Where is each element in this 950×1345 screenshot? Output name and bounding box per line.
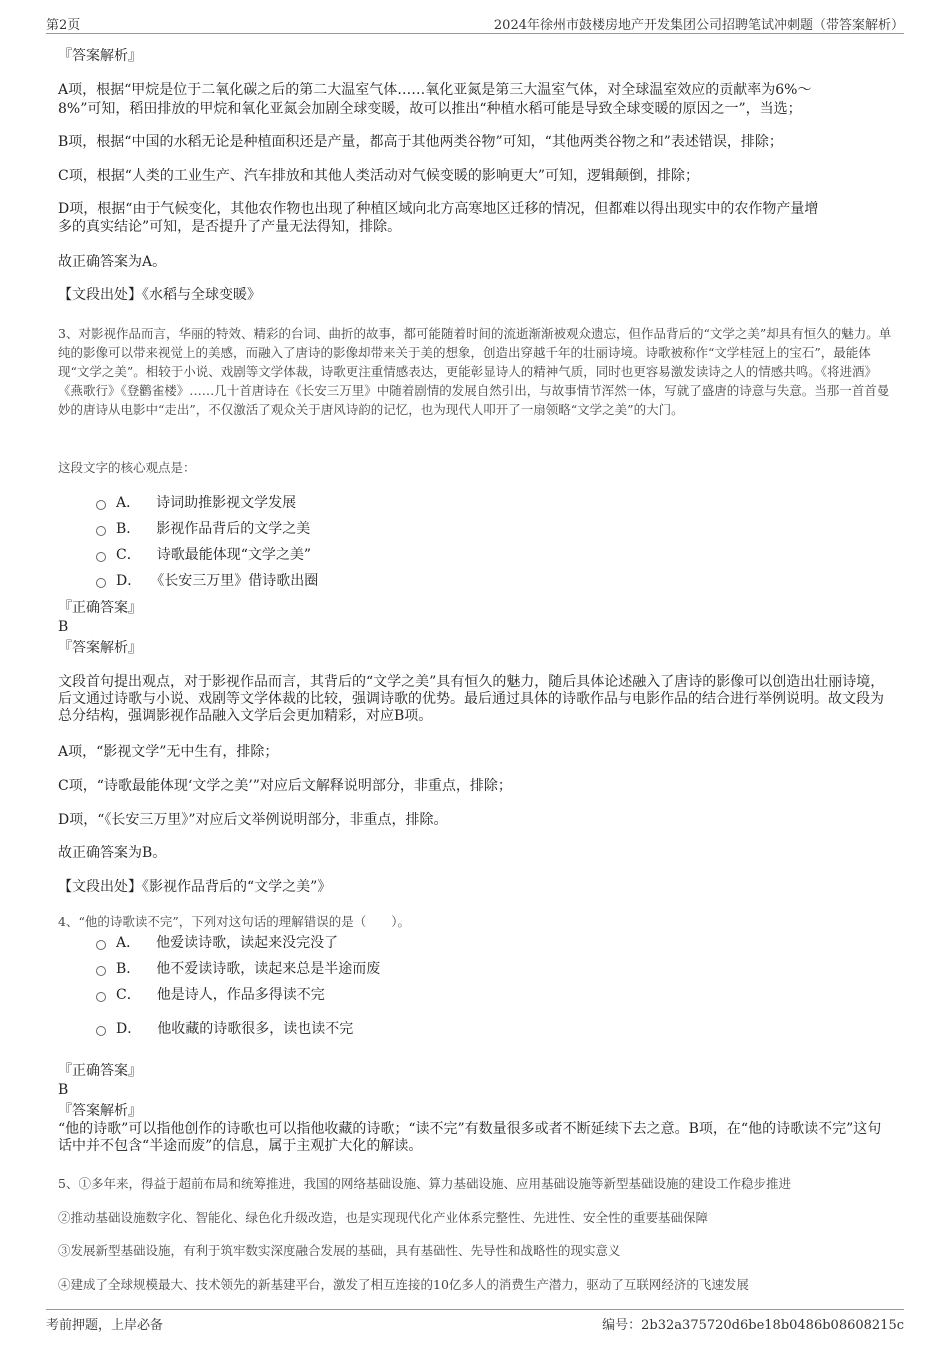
q3-passage: 3、对影视作品而言，华丽的特效、精彩的台词、曲折的故事，都可能随着时间的流逝渐渐被观众遗忘，但作品背后的“文学之美”却具有恒久的魅力。单纯的影像可以带来视觉上的美感，而融入了唐诗的影像却带来关于美的想象，创造出穿越千年的壮丽诗境。诗歌被称作“文学桂冠上的宝石”，最能体现“文学之美”。相较于小说、戏剧等文学体裁，诗歌更注重情感表达，更能彰显诗人的精神气质，同时也更容易激发读诗之人的情感共鸣。《将进酒》《燕歌行》《登鹳雀楼》……几十首唐诗在《长安三万里》中随着剧情的发展自然引出，与故事情节浑然一体，写就了盛唐的诗意与失意。当那一首首曼妙的唐诗从电影中“走出”，不仅激活了观众关于唐风诗韵的记忆，也为现代人叩开了一扇领略“文学之美”的大门。 (58, 326, 892, 417)
q3-stem: 这段文字的核心观点是： (58, 460, 196, 475)
q4-stem: 4、“他的诗歌读不完”，下列对这句话的理解错误的是（ ）。 (58, 914, 410, 929)
radio-icon[interactable] (96, 500, 106, 510)
q3-option-d[interactable]: D． 《长安三万里》借诗歌出圈 (96, 571, 318, 591)
q5-sentence-1: 5、①多年来，得益于超前布局和统筹推进，我国的网络基础设施、算力基础设施、应用基础设施等新型基础设施的建设工作稳步推进 (58, 1176, 791, 1191)
footer-code-value: 2b32a375720d6be18b0486b08608215c (641, 1318, 904, 1333)
q3-answer-heading: 『正确答案』 (58, 600, 142, 616)
footer-slogan: 考前押题，上岸必备 (46, 1318, 164, 1333)
q4-option-c[interactable]: C． 他是诗人，作品多得读不完 (96, 985, 325, 1005)
q3-source: 【文段出处】《影视作品背后的“文学之美”》 (58, 879, 332, 895)
footer-divider (46, 1309, 904, 1310)
radio-icon[interactable] (96, 526, 106, 536)
footer-code (602, 1314, 904, 1333)
header-divider (46, 33, 904, 34)
q3-analysis-heading: 『答案解析』 (58, 640, 142, 656)
document-title: 2024年徐州市鼓楼房地产开发集团公司招聘笔试冲刺题（带答案解析） (493, 18, 904, 33)
radio-icon[interactable] (96, 578, 106, 588)
q5-sentence-2: ②推动基础设施数字化、智能化、绿色化升级改造，也是实现现代化产业体系完整性、先进性、安全性的重要基础保障 (58, 1210, 709, 1225)
q2-analysis-d-line2: 多的真实结论”可知，是否提升了产量无法得知，排除。 (58, 219, 402, 235)
q3-analysis-d: D项，“《长安三万里》”对应后文举例说明部分，非重点，排除。 (58, 812, 448, 828)
q4-option-b[interactable]: B． 他不爱读诗歌，读起来总是半途而废 (96, 959, 380, 979)
q4-answer-heading: 『正确答案』 (58, 1063, 142, 1079)
q4-option-d[interactable]: D． 他收藏的诗歌很多，读也读不完 (96, 1019, 353, 1039)
q3-analysis-a: A项，“影视文学”无中生有，排除； (58, 744, 279, 760)
q2-analysis-a-line2: 8%”可知，稻田排放的甲烷和氧化亚氮会加剧全球变暖，故可以推出“种植水稻可能是导致全球变暖的原因之一”，当选； (58, 101, 802, 117)
page-number: 第2页 (46, 18, 81, 33)
q5-sentence-3: ③发展新型基础设施，有利于筑牢数实深度融合发展的基础，具有基础性、先导性和战略性的现实意义 (58, 1243, 621, 1258)
radio-icon[interactable] (96, 966, 106, 976)
q2-analysis-b: B项，根据“中国的水稻无论是种植面积还是产量，都高于其他两类谷物”可知，“其他两类谷物之和”表述错误，排除； (58, 134, 783, 150)
footer-code-label: 编号： (602, 1318, 642, 1333)
q3-option-b[interactable]: B． 影视作品背后的文学之美 (96, 519, 310, 539)
q5-sentence-4: ④建成了全球规模最大、技术领先的新基建平台，激发了相互连接的10亿多人的消费生产潜力，驱动了互联网经济的飞速发展 (58, 1277, 749, 1292)
q4-answer: B (58, 1082, 69, 1098)
radio-icon[interactable] (96, 992, 106, 1002)
q2-analysis-a-line1: A项，根据“甲烷是位于二氧化碳之后的第二大温室气体……氧化亚氮是第三大温室气体，对全球温室效应的贡献率为6%～ (58, 82, 812, 98)
q3-conclusion: 故正确答案为B。 (58, 845, 167, 861)
q4-analysis: “他的诗歌”可以指他创作的诗歌也可以指他收藏的诗歌；“读不完”有数量很多或者不断延续下去之意。B项，在“他的诗歌读不完”这句话中并不包含“半途而废”的信息，属于主观扩大化的解读。 (58, 1121, 882, 1154)
q4-analysis-heading: 『答案解析』 (58, 1103, 142, 1119)
q3-analysis: 文段首句提出观点，对于影视作品而言，其背后的“文学之美”具有恒久的魅力，随后具体论述融入了唐诗的影像可以创造出壮丽诗境，后文通过诗歌与小说、戏剧等文学体裁的比较，强调诗歌的优势。最后通过具体的诗歌作品与电影作品的结合进行举例说明。故文段为总分结构，强调影视作品融入文学后会更加精彩，对应B项。 (58, 674, 885, 724)
q3-option-a[interactable]: A． 诗词助推影视文学发展 (96, 493, 296, 513)
q3-option-c[interactable]: C． 诗歌最能体现“文学之美” (96, 545, 311, 565)
q2-conclusion: 故正确答案为A。 (58, 254, 167, 270)
radio-icon[interactable] (96, 940, 106, 950)
q2-analysis-c: C项，根据“人类的工业生产、汽车排放和其他人类活动对气候变暖的影响更大”可知，逻辑颠倒，排除； (58, 168, 700, 184)
q2-analysis-heading: 『答案解析』 (58, 48, 142, 64)
q4-option-a[interactable]: A． 他爱读诗歌，读起来没完没了 (96, 933, 338, 953)
radio-icon[interactable] (96, 1026, 106, 1036)
radio-icon[interactable] (96, 552, 106, 562)
page-footer (46, 1314, 904, 1334)
q3-answer: B (58, 619, 69, 635)
page-header (46, 14, 904, 34)
q3-analysis-c: C项，“诗歌最能体现‘文学之美’”对应后文解释说明部分，非重点，排除； (58, 778, 512, 794)
q2-source: 【文段出处】《水稻与全球变暖》 (58, 287, 261, 303)
q2-analysis-d-line1: D项，根据“由于气候变化，其他农作物也出现了种植区域向北方高寒地区迁移的情况，但都难以得出现实中的农作物产量增 (58, 201, 819, 217)
